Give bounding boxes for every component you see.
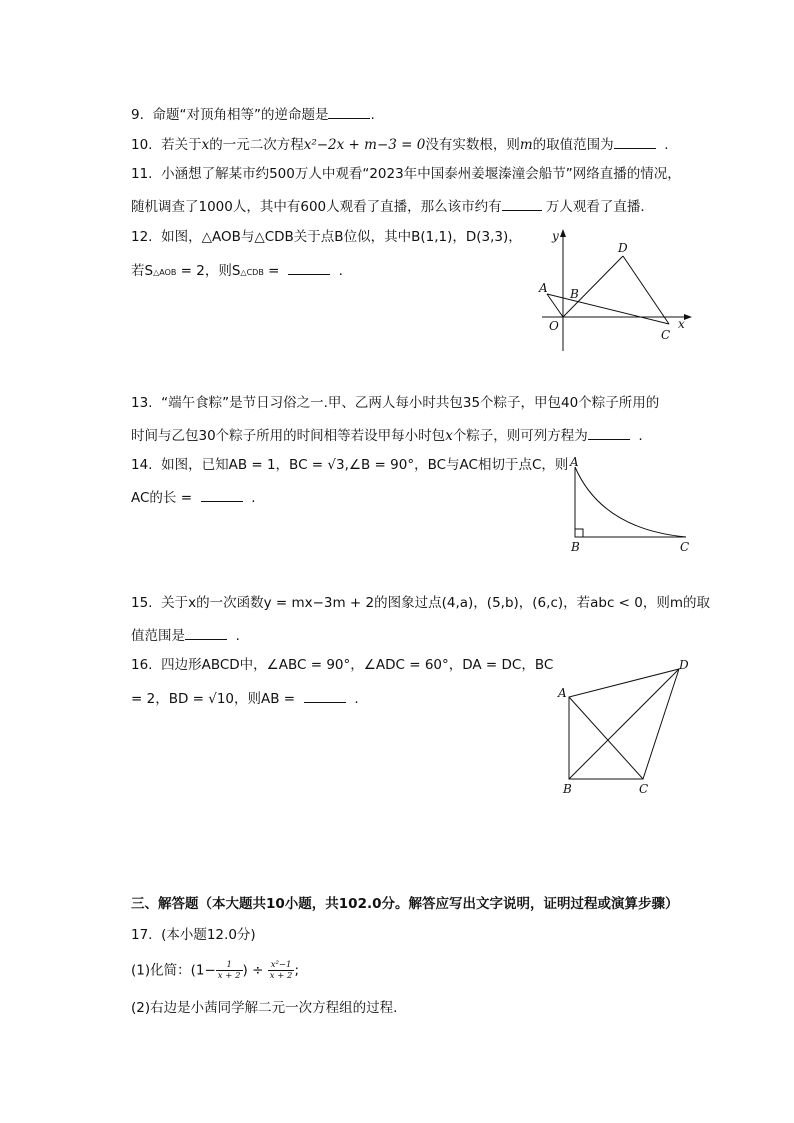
label-D: D bbox=[618, 241, 628, 255]
answer-blank[interactable] bbox=[304, 688, 346, 703]
answer-blank[interactable] bbox=[328, 104, 370, 119]
question-text: 如图，△AOB与△CDB关于点B位似，其中B(1,1)，D(3,3)， bbox=[161, 229, 522, 245]
question-17-part2: (2)右边是小茜同学解二元一次方程组的过程. bbox=[131, 1000, 398, 1016]
question-number: 9. bbox=[131, 107, 144, 123]
answer-blank[interactable] bbox=[185, 625, 227, 640]
question-12-line2: 若S△AOB = 2，则S△CDB = . bbox=[131, 260, 343, 282]
question-number: 15. bbox=[131, 595, 153, 611]
label-C: C bbox=[680, 540, 690, 554]
fraction-2: $\frac{\text{x²−1}}{x + 2}$ bbox=[269, 960, 293, 981]
equation: x²−2x + m−3 = 0 bbox=[303, 137, 426, 153]
question-13-line2: 时间与乙包30个粽子所用的时间相等若设甲每小时包x个粽子，则可列方程为 . bbox=[131, 425, 643, 445]
question-number: 12. bbox=[131, 229, 153, 245]
figure-14-triangle-arc bbox=[562, 454, 702, 558]
question-11-line2: 随机调查了1000人，其中有600人观看了直播，那么该市约有 万人观看了直播. bbox=[131, 196, 645, 216]
answer-blank[interactable] bbox=[588, 425, 630, 440]
label-A: A bbox=[558, 686, 567, 700]
question-text: 关于x的一次函数y = mx−3m + 2的图象过点(4,a)，(5,b)，(6,c)，若abc < 0，则m的取 bbox=[161, 595, 711, 611]
question-16-line2: = 2，BD = √10，则AB = . bbox=[131, 688, 359, 708]
question-17 bbox=[131, 926, 256, 944]
right-angle-mark bbox=[575, 529, 583, 537]
question-9: 9. 命题“对顶角相等”的逆命题是 . bbox=[131, 104, 375, 124]
x-axis-arrow-icon bbox=[684, 314, 692, 320]
question-15 bbox=[131, 594, 710, 612]
arc-AC bbox=[575, 467, 686, 537]
segment-AC bbox=[547, 294, 669, 324]
question-11 bbox=[131, 165, 681, 183]
question-16 bbox=[131, 656, 553, 674]
question-13 bbox=[131, 394, 659, 412]
section-title: 三、解答题（本大题共10小题，共102.0分。解答应写出文字说明，证明过程或演算步骤） bbox=[131, 896, 679, 912]
label-D: D bbox=[679, 658, 689, 672]
label-C: C bbox=[639, 782, 649, 796]
question-text: AB = 1，BC = √3,∠B = 90°，BC与AC相切于点C，则 bbox=[228, 457, 569, 473]
question-number: 17. bbox=[131, 927, 153, 943]
question-number: 10. bbox=[131, 137, 153, 153]
question-number: 16. bbox=[131, 657, 153, 673]
question-text: 命题“对顶角相等”的逆命题是 bbox=[152, 107, 329, 123]
label-B: B bbox=[571, 540, 580, 554]
question-10: 10. 若关于x的一元二次方程x²−2x + m−3 = 0没有实数根，则m的取值范围为 . bbox=[131, 134, 669, 154]
answer-blank[interactable] bbox=[288, 260, 330, 275]
figure-12-coordinate-diagram bbox=[530, 226, 700, 356]
question-17-part1: (1)化简：(1− $\frac{1}{x + 2}$ ) ÷ $\frac{\text{x²−1}}{x + 2}$ ; bbox=[131, 960, 299, 981]
label-O: O bbox=[549, 319, 559, 333]
question-14-line2: AC的长 = . bbox=[131, 487, 256, 507]
label-A: A bbox=[570, 455, 579, 469]
question-12 bbox=[131, 228, 522, 246]
question-text: “端午食粽”是节日习俗之一.甲、乙两人每小时共包35个粽子，甲包40个粽子所用的 bbox=[161, 395, 660, 411]
question-14: 14. 如图，已知AB = 1，BC = √3,∠B = 90°，BC与AC相切于点C，则 bbox=[131, 457, 569, 473]
label-B: B bbox=[563, 782, 572, 796]
answer-blank[interactable] bbox=[614, 134, 656, 149]
diagonal-AC bbox=[569, 697, 643, 779]
question-text: 小涵想了解某市约500万人中观看“2023年中国泰州姜堰溱潼会船节”网络直播的情况， bbox=[161, 166, 681, 182]
score-note: (本小题12.0分) bbox=[161, 927, 256, 943]
question-number: 11. bbox=[131, 166, 153, 182]
question-number: 13. bbox=[131, 395, 153, 411]
answer-blank[interactable] bbox=[201, 487, 243, 502]
question-text: 四边形ABCD中，∠ABC = 90°，∠ADC = 60°，DA = DC，BC bbox=[161, 657, 554, 673]
figure-16-quadrilateral bbox=[555, 655, 705, 797]
label-A: A bbox=[539, 281, 548, 295]
label-y: y bbox=[552, 229, 559, 243]
answer-blank[interactable] bbox=[502, 196, 542, 211]
question-15-line2: 值范围是 . bbox=[131, 625, 240, 645]
y-axis-arrow-icon bbox=[560, 229, 566, 237]
question-number: 14. bbox=[131, 457, 153, 473]
diagonal-BD bbox=[569, 669, 679, 779]
label-C: C bbox=[661, 328, 671, 342]
label-B: B bbox=[570, 287, 579, 301]
segment-DC bbox=[623, 256, 669, 324]
label-x: x bbox=[678, 317, 685, 331]
fraction-1: $\frac{1}{x + 2}$ bbox=[217, 960, 241, 981]
